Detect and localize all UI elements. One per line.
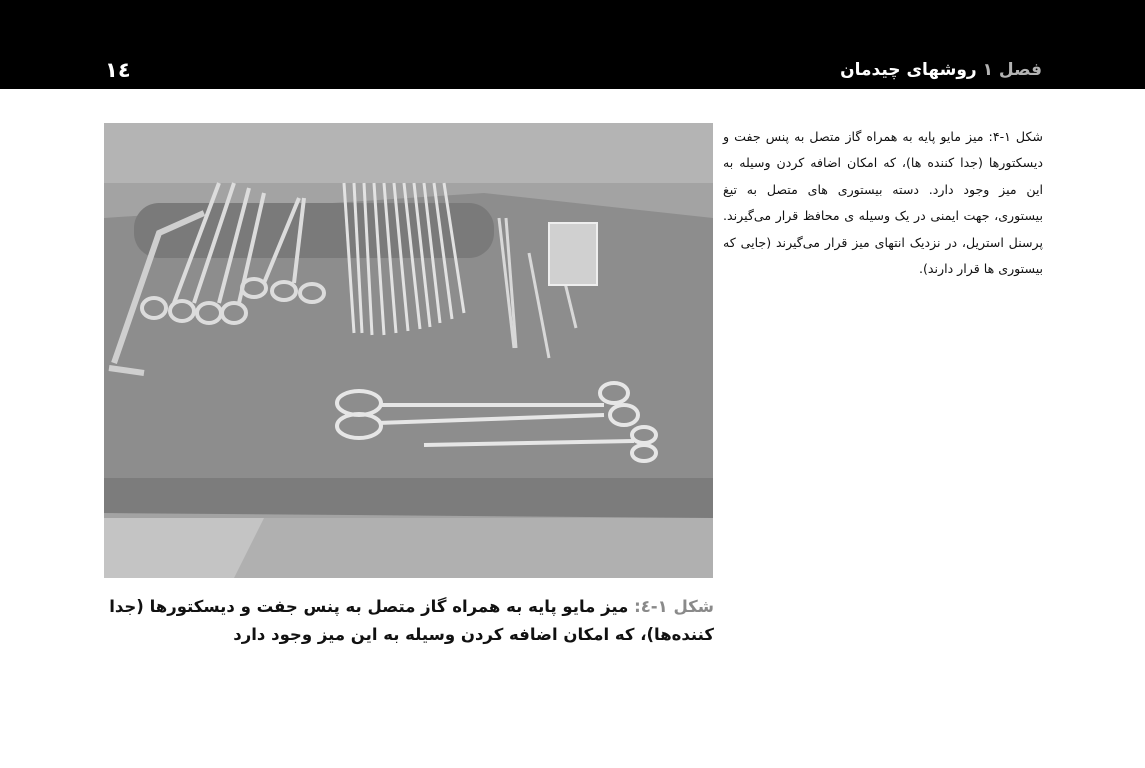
- caption-text: میز مایو پایه به همراه گاز متصل به پنس جفت و دیسکتورها (جدا کننده‌ها)، که امکان اضافه کردن وسیله به این میز وجود دارد: [109, 597, 714, 644]
- figure-side-description: شکل ۱-۴: میز مایو پایه به همراه گاز متصل به پنس جفت و دیسکتورها (جدا کننده ها)، که امکان اضافه کردن وسیله به این میز وجود دارد. دسته بیستوری های متصل به تیغ بیستوری، جهت ایمنی در یک وسیله ی محافظ قرار می‌گیرند. پرسنل استریل، در نزدیک انتهای میز قرار می‌گیرند (جایی که بیستوری ها قرار دارند).: [723, 129, 1043, 277]
- figure-caption: [104, 593, 714, 649]
- page-header: [0, 0, 1145, 89]
- chapter-title: روشهای چیدمان: [840, 60, 977, 80]
- chapter-label: فصل ١: [982, 60, 1042, 80]
- page-number: ١٤: [105, 58, 131, 82]
- caption-label: شکل ۱-٤:: [634, 597, 714, 616]
- surgical-instruments-photo: [104, 123, 713, 578]
- figure-photo: [104, 123, 713, 578]
- chapter-heading: [840, 60, 1042, 80]
